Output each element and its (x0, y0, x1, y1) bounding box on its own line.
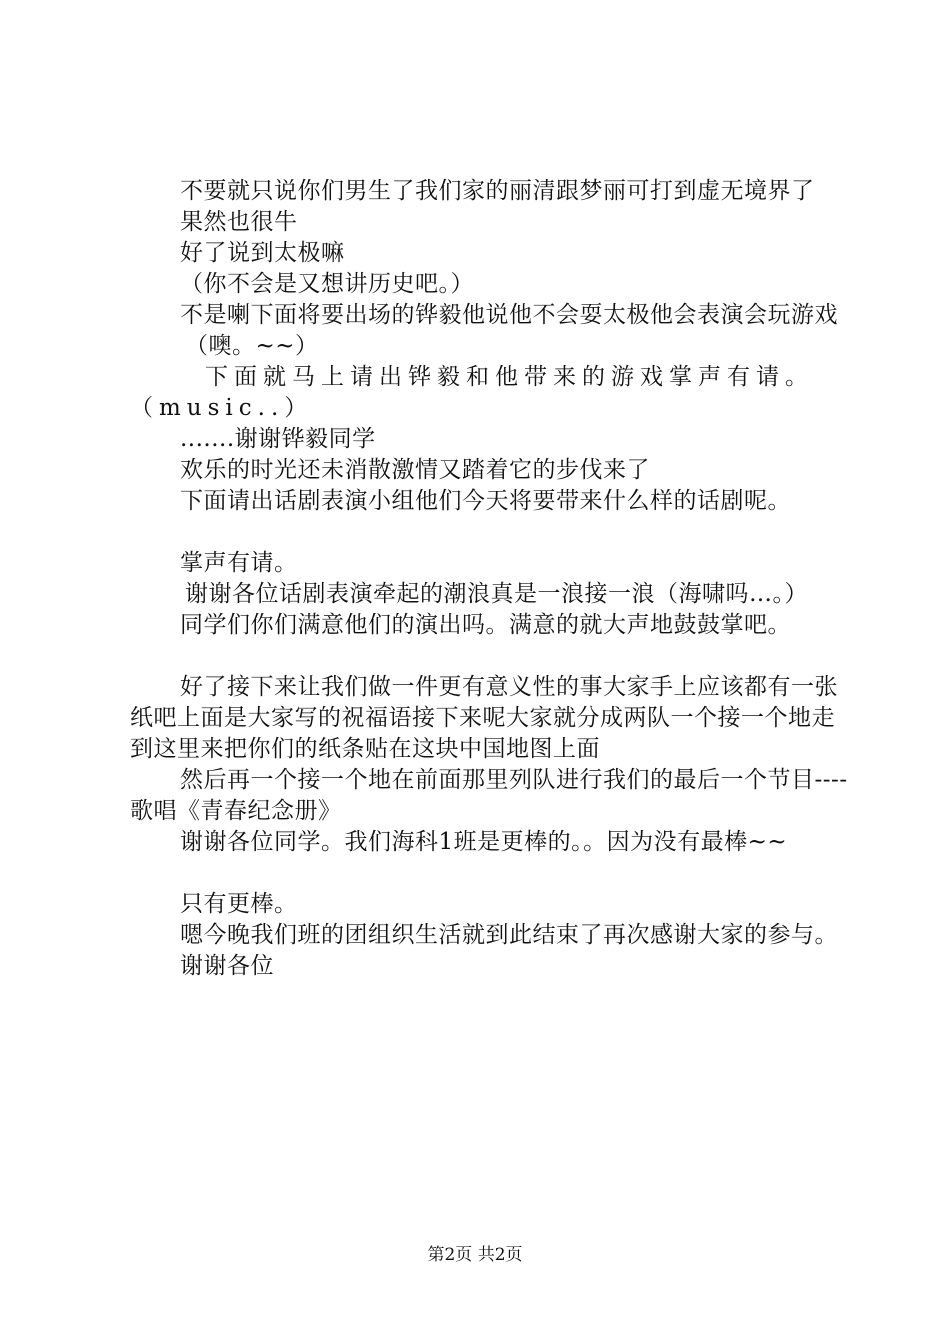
paragraph: （噢。~~） (185, 333, 319, 359)
paragraph: 谢谢各位 (180, 953, 274, 979)
paragraph: 然后再一个接一个地在前面那里列队进行我们的最后一个节目----歌唱《青春纪念册》 (130, 767, 848, 824)
paragraph: 嗯今晚我们班的团组织生活就到此结束了再次感谢大家的参与。 (180, 922, 838, 948)
paragraph: 掌声有请。 (180, 550, 298, 576)
page-number-footer: 第2页 共2页 (427, 1245, 523, 1265)
paragraph: 好了说到太极嘛 (180, 240, 345, 266)
paragraph: 不要就只说你们男生了我们家的丽清跟梦丽可打到虚无境界了 (180, 178, 815, 204)
paragraph: 好了接下来让我们做一件更有意义性的事大家手上应该都有一张纸吧上面是大家写的祝福语接下来呢大家就分成两队一个接一个地走到这里来把你们的纸条贴在这块中国地图上面 (130, 674, 838, 762)
paragraph: 谢谢各位同学。我们海科1班是更棒的。。因为没有最棒~~ (180, 829, 788, 855)
paragraph: 只有更棒。 (180, 891, 298, 917)
paragraph: 下面就马上请出铧毅和他带来的游戏掌声有请。（music..） (130, 364, 814, 421)
paragraph: 同学们你们满意他们的演出吗。满意的就大声地鼓鼓掌吧。 (180, 612, 791, 638)
paragraph: 谢谢各位话剧表演牵起的潮浪真是一浪接一浪（海啸吗…。） (185, 581, 808, 607)
paragraph: （你不会是又想讲历史吧。） (180, 271, 474, 297)
document-body (130, 176, 850, 982)
paragraph: 下面请出话剧表演小组他们今天将要带来什么样的话剧呢。 (180, 488, 791, 514)
paragraph: .......谢谢铧毅同学 (180, 426, 376, 452)
paragraph: 欢乐的时光还未消散激情又踏着它的步伐来了 (180, 457, 650, 483)
paragraph: 不是喇下面将要出场的铧毅他说他不会耍太极他会表演会玩游戏 (180, 302, 838, 328)
paragraph: 果然也很牛 (180, 209, 298, 235)
